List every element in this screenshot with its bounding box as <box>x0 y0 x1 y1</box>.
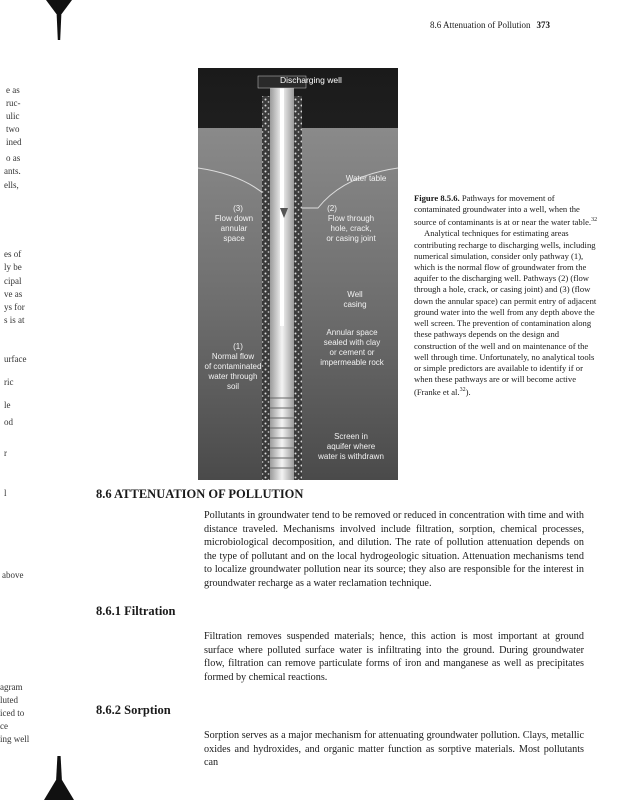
caption-paragraph-reference: 32 <box>459 387 466 394</box>
header-title: 8.6 Attenuation of Pollution <box>430 20 531 30</box>
margin-line: ric <box>4 377 14 387</box>
margin-line: ce <box>0 721 8 731</box>
label-pathway-3: (3) <box>233 204 243 213</box>
margin-line: ve as <box>4 289 23 299</box>
caption-paragraph: Analytical techniques for estimating areas contributing recharge to discharging wells, including numerical simulation, consider only pathway (1), which is the normal flow of groundwater from the aquifer to the discharging well. Pathways (2) (flow through a hole, crack, or casing joint) and (3) (flow down the annular space) can permit entry of adjacent ground water into the well from any depth above the well screen. The prevention of contamination along these pathways depends on the design and construction of the well and on maintenance of the well through time. Unfortunately, no analytical tools or simple predictors are available to identify if or when these pathways are or will become active (Franke et al. <box>414 228 597 398</box>
label-water-table: Water table <box>345 174 387 183</box>
sorption-body: Sorption serves as a major mechanism for attenuating groundwater pollution. Clays, metallic oxides and hydroxides, and organic matter function as sorptive materials. Most pollutants can <box>204 730 584 769</box>
margin-line: r <box>4 448 7 458</box>
caption-label: Figure 8.5.6. <box>414 193 460 203</box>
annular-gravel-left <box>262 96 270 480</box>
margin-line: above <box>2 570 24 580</box>
well-diagram <box>198 68 398 480</box>
caption-reference: 32 <box>591 217 598 224</box>
margin-line: two <box>6 124 20 134</box>
binding-mark-top-stem <box>56 0 62 40</box>
margin-line: od <box>4 417 13 427</box>
margin-line: e as <box>6 85 20 95</box>
margin-line: l <box>4 488 7 498</box>
caption-text: Pathways for movement of contaminated groundwater into a well, when the source of contaminants is at or near the water table. <box>414 193 592 228</box>
figure-caption <box>414 193 598 398</box>
margin-line: ulic <box>6 111 20 121</box>
margin-line: luted <box>0 695 18 705</box>
margin-line: le <box>4 400 11 410</box>
margin-line: ys for <box>4 302 25 312</box>
section-heading: 8.6 ATTENUATION OF POLLUTION <box>96 487 304 501</box>
margin-line: es of <box>4 249 22 259</box>
margin-line: agram <box>0 682 23 692</box>
label-screen: Screen in aquifer where water is withdrawn <box>318 432 384 461</box>
label-well-casing: Well casing <box>343 290 367 309</box>
margin-line: iced to <box>0 708 25 718</box>
label-normal-flow: Normal flow of contaminated water through soil <box>204 352 262 391</box>
margin-line: ruc- <box>6 98 21 108</box>
margin-line: cipal <box>4 276 22 286</box>
margin-line: ants. <box>4 166 21 176</box>
label-pathway-1: (1) <box>233 342 243 351</box>
margin-line: ly be <box>4 262 22 272</box>
binding-mark-bottom <box>44 780 74 800</box>
running-header <box>430 20 550 30</box>
label-pathway-2: (2) <box>327 204 337 213</box>
label-annular-space: Annular space sealed with clay or cement or impermeable rock <box>320 328 384 367</box>
section-body: Pollutants in groundwater tend to be removed or reduced in concentration with time and with distance traveled. Mechanisms involved include filtration, sorption, chemical processes, microbiological decomposition, and dilution. The rate of pollution attenuation depends on the type of pollutant and on the local hydrogeologic situation. Attenuation mechanisms tend to localize groundwater pollution near its source; they also are responsible for the interest in groundwater recharge as a water reclamation technique. <box>204 510 584 589</box>
page-number: 373 <box>536 20 550 30</box>
well-pathways-figure <box>198 68 398 480</box>
filtration-heading: 8.6.1 Filtration <box>96 604 176 618</box>
margin-line: ells, <box>4 180 19 190</box>
margin-line: ined <box>6 137 22 147</box>
label-flow-through: Flow through hole, crack, or casing joint <box>326 214 376 243</box>
pump-pipe <box>280 76 284 326</box>
label-flow-down: Flow down annular space <box>214 214 254 243</box>
label-discharging-well: Discharging well <box>280 75 342 85</box>
filtration-body: Filtration removes suspended materials; hence, this action is most important at ground surface where polluted surface water is infiltrating into the ground. During groundwater flow, filtration can remove particulate forms of iron and manganese as well as precipitates formed by chemical reactions. <box>204 631 584 683</box>
margin-line: o as <box>6 153 21 163</box>
margin-line: urface <box>4 354 27 364</box>
sorption-heading: 8.6.2 Sorption <box>96 703 171 717</box>
margin-line: ing well <box>0 734 30 744</box>
annular-gravel-right <box>294 96 302 480</box>
margin-line: s is at <box>4 315 25 325</box>
caption-paragraph-end: ). <box>465 387 471 398</box>
